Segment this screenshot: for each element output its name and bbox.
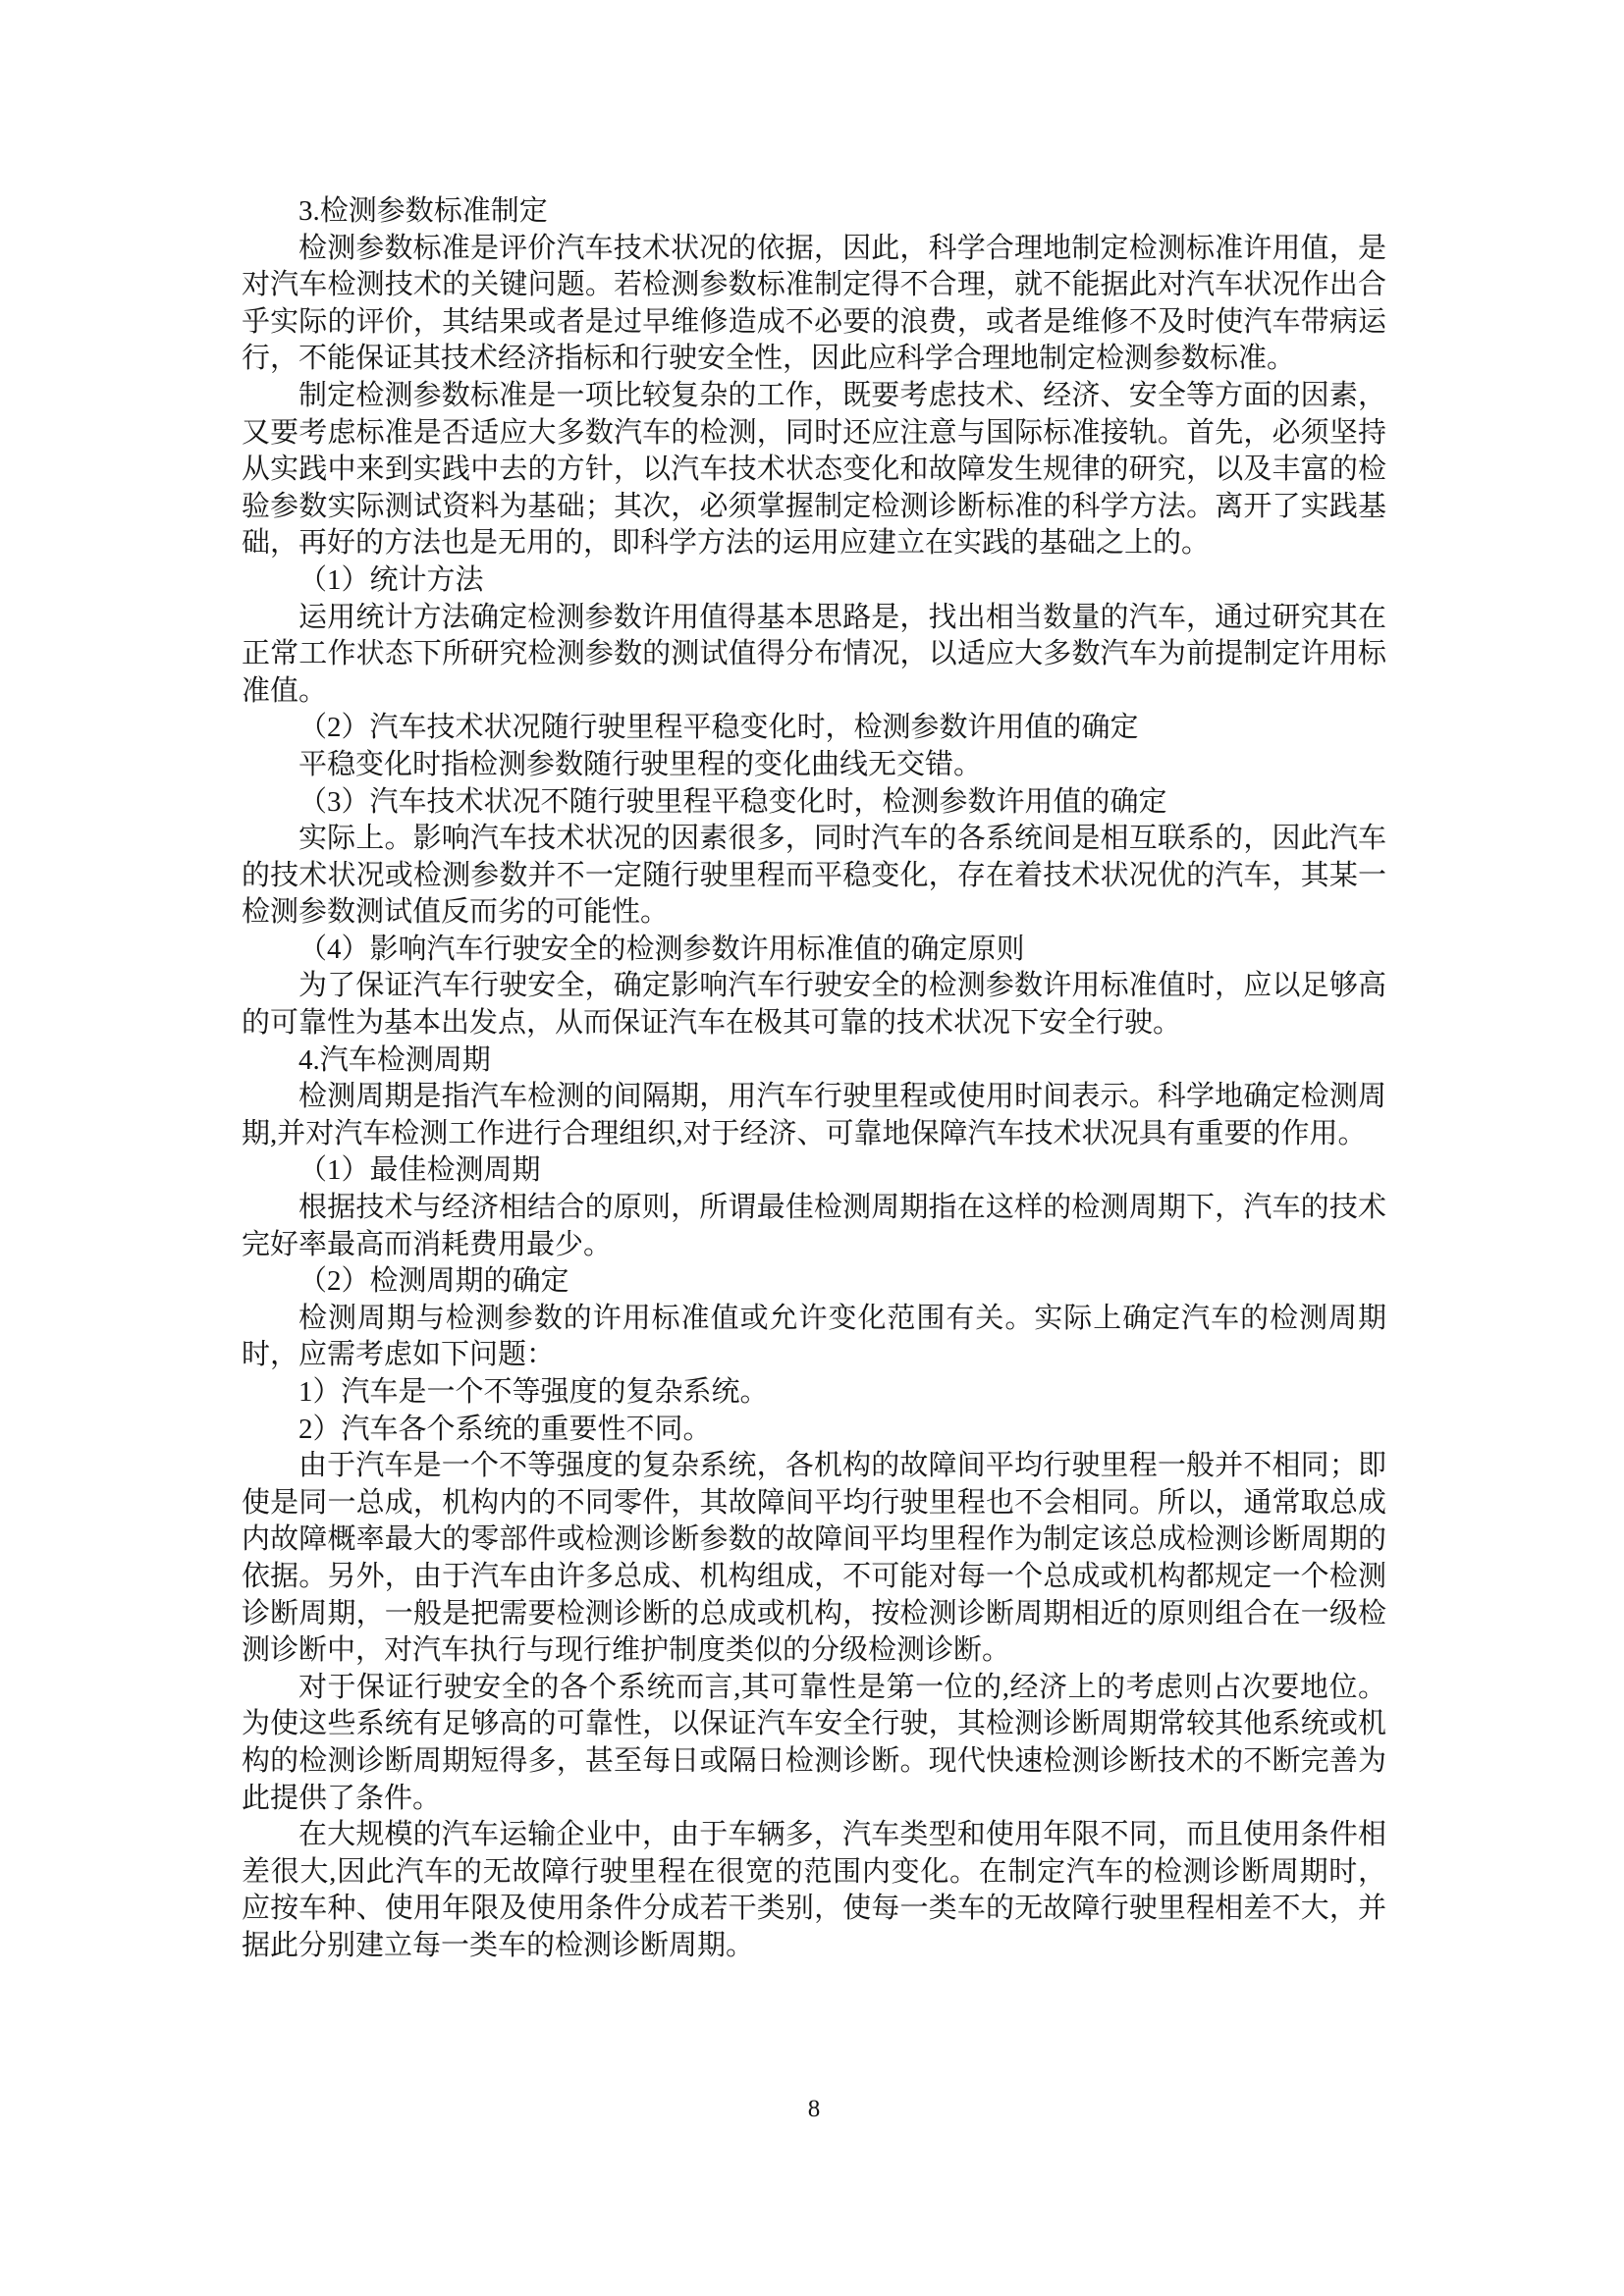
paragraph: 运用统计方法确定检测参数许用值得基本思路是，找出相当数量的汽车，通过研究其在正常工作状态下所研究检测参数的测试值得分布情况，以适应大多数汽车为前提制定许用标准值。 — [242, 601, 1386, 707]
subheading-safety-standard: （4）影响汽车行驶安全的检测参数许用标准值的确定原则 — [298, 933, 1025, 965]
page-number: 8 — [807, 2096, 821, 2122]
subheading-statistical-method: （1）统计方法 — [298, 563, 484, 596]
heading-section-4: 4.汽车检测周期 — [298, 1043, 491, 1076]
paragraph: 检测周期与检测参数的许用标准值或允许变化范围有关。实际上确定汽车的检测周期时，应需考虑如下问题： — [242, 1302, 1386, 1371]
subheading-period-determination: （2）检测周期的确定 — [298, 1265, 569, 1298]
paragraph: 为了保证汽车行驶安全，确定影响汽车行驶安全的检测参数许用标准值时，应以足够高的可靠性为基本出发点，从而保证汽车在极其可靠的技术状况下安全行驶。 — [242, 970, 1386, 1040]
paragraph: 由于汽车是一个不等强度的复杂系统，各机构的故障间平均行驶里程一般并不相同；即使是同一总成，机构内的不同零件，其故障间平均行驶里程也不会相同。所以，通常取总成内故障概率最大的零部件或检测诊断参数的故障间平均里程作为制定该总成检测诊断周期的依据。另外，由于汽车由许多总成、机构组成，不可能对每一个总成或机构都规定一个检测诊断周期，一般是把需要检测诊断的总成或机构，按检测诊断周期相近的原则组合在一级检测诊断中，对汽车执行与现行维护制度类似的分级检测诊断。 — [242, 1450, 1386, 1667]
numbered-item-2: 2）汽车各个系统的重要性不同。 — [298, 1413, 712, 1445]
paragraph: 对于保证行驶安全的各个系统而言,其可靠性是第一位的,经济上的考虑则占次要地位。为使这些系统有足够高的可靠性，以保证汽车安全行驶，其检测诊断周期常较其他系统或机构的检测诊断周期短得多，甚至每日或隔日检测诊断。现代快速检测诊断技术的不断完善为此提供了条件。 — [242, 1671, 1386, 1814]
document-body — [242, 193, 1386, 1965]
subheading-steady-change: （2）汽车技术状况随行驶里程平稳变化时，检测参数许用值的确定 — [298, 712, 1139, 744]
paragraph: 检测参数标准是评价汽车技术状况的依据，因此，科学合理地制定检测标准许用值，是对汽车检测技术的关键问题。若检测参数标准制定得不合理，就不能据此对汽车状况作出合乎实际的评价，其结果或者是过早维修造成不必要的浪费，或者是维修不及时使汽车带病运行，不能保证其技术经济指标和行驶安全性，因此应科学合理地制定检测参数标准。 — [242, 232, 1386, 375]
numbered-item-1: 1）汽车是一个不等强度的复杂系统。 — [298, 1376, 769, 1408]
subheading-best-period: （1）最佳检测周期 — [298, 1154, 541, 1187]
subheading-non-steady-change: （3）汽车技术状况不随行驶里程平稳变化时，检测参数许用值的确定 — [298, 785, 1167, 818]
paragraph: 实际上。影响汽车技术状况的因素很多，同时汽车的各系统间是相互联系的，因此汽车的技术状况或检测参数并不一定随行驶里程而平稳变化，存在着技术状况优的汽车，其某一检测参数测试值反而劣的可能性。 — [242, 823, 1386, 929]
paragraph: 在大规模的汽车运输企业中，由于车辆多，汽车类型和使用年限不同，而且使用条件相差很大,因此汽车的无故障行驶里程在很宽的范围内变化。在制定汽车的检测诊断周期时，应按车种、使用年限及使用条件分成若干类别，使每一类车的无故障行驶里程相差不大，并据此分别建立每一类车的检测诊断周期。 — [242, 1819, 1386, 1961]
paragraph: 制定检测参数标准是一项比较复杂的工作，既要考虑技术、经济、安全等方面的因素，又要考虑标准是否适应大多数汽车的检测，同时还应注意与国际标准接轨。首先，必须坚持从实践中来到实践中去的方针，以汽车技术状态变化和故障发生规律的研究，以及丰富的检验参数实际测试资料为基础；其次，必须掌握制定检测诊断标准的科学方法。离开了实践基础，再好的方法也是无用的，即科学方法的运用应建立在实践的基础之上的。 — [242, 379, 1386, 560]
paragraph: 检测周期是指汽车检测的间隔期，用汽车行驶里程或使用时间表示。科学地确定检测周期,并对汽车检测工作进行合理组织,对于经济、可靠地保障汽车技术状况具有重要的作用。 — [242, 1081, 1386, 1149]
paragraph: 根据技术与经济相结合的原则，所谓最佳检测周期指在这样的检测周期下，汽车的技术完好率最高而消耗费用最少。 — [242, 1192, 1386, 1260]
paragraph: 平稳变化时指检测参数随行驶里程的变化曲线无交错。 — [298, 748, 983, 780]
heading-section-3: 3.检测参数标准制定 — [298, 195, 548, 227]
